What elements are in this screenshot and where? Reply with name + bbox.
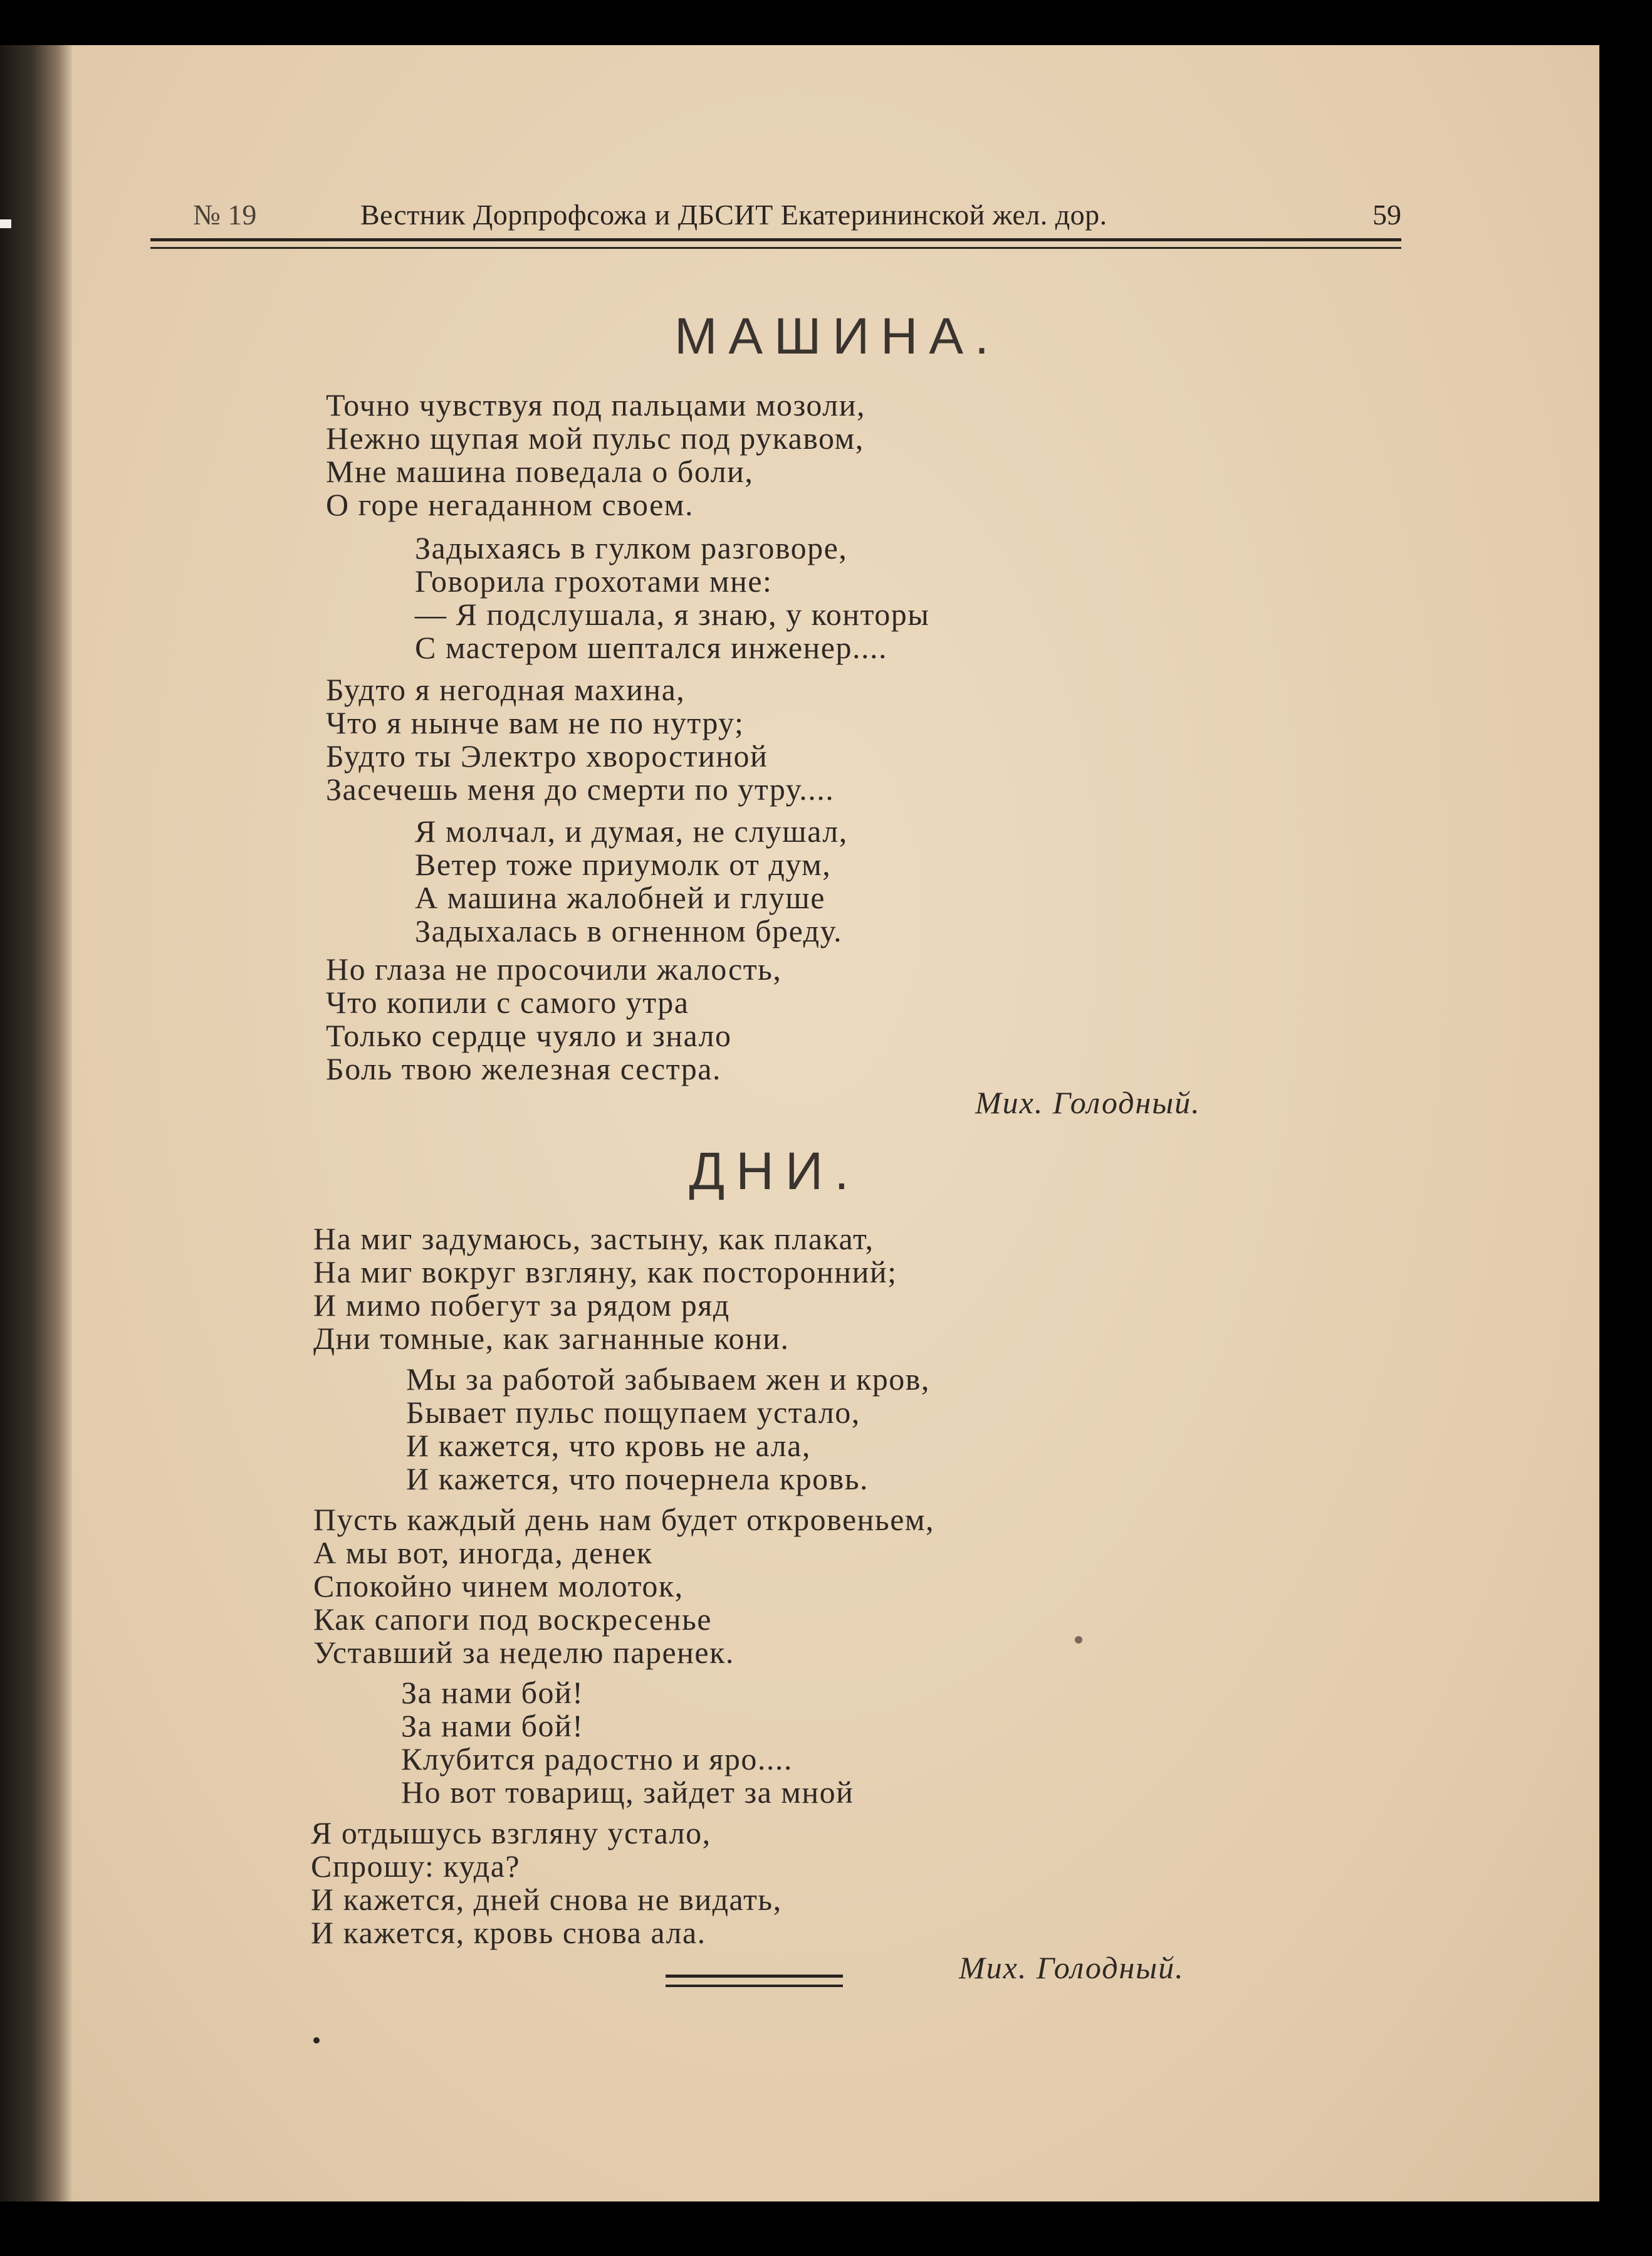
running-header	[150, 186, 1401, 249]
end-rule	[666, 1975, 843, 1978]
verse-line: О горе негаданном своем.	[326, 487, 694, 522]
verse-line: Точно чувствуя под пальцами мозоли,	[326, 387, 865, 422]
verse-line: Я отдышусь взгляну устало,	[311, 1815, 711, 1850]
book-spine	[0, 45, 72, 2201]
verse-line: Будто я негодная махина,	[326, 672, 686, 707]
journal-title: Вестник Дорпрофсожа и ДБСИТ Екатерининской жел. дор.	[360, 199, 1107, 231]
page	[0, 45, 1599, 2201]
stanza	[313, 1503, 934, 1669]
verse-line: И мимо побегут за рядом ряд	[313, 1288, 730, 1323]
verse-line: Но вот товарищ, зайдет за мной	[401, 1775, 854, 1810]
stanza	[326, 953, 782, 1086]
verse-line: И кажется, что почернела кровь.	[406, 1461, 869, 1496]
author-signature: Мих. Голодный.	[975, 1085, 1201, 1120]
spine-mark	[0, 219, 11, 228]
stanza	[311, 1817, 782, 1949]
verse-line: Спокойно чинем молоток,	[313, 1568, 684, 1603]
verse-line: Я молчал, и думая, не слушал,	[415, 814, 848, 849]
verse-line: За нами бой!	[401, 1675, 584, 1710]
verse-line: И кажется, что кровь не ала,	[406, 1428, 811, 1463]
stanza	[406, 1363, 930, 1496]
verse-line: Что копили с самого утра	[326, 985, 689, 1020]
verse-line: Уставший за неделю паренек.	[313, 1635, 735, 1670]
header-rule-thin	[150, 247, 1401, 249]
verse-line: На миг задумаюсь, застыну, как плакат,	[313, 1221, 874, 1256]
verse-line: Только сердце чуяло и знало	[326, 1018, 732, 1053]
ink-speck	[1075, 1636, 1082, 1644]
verse-line: На миг вокруг взгляну, как посторонний;	[313, 1254, 897, 1289]
author-signature: Мих. Голодный.	[959, 1950, 1184, 1985]
verse-line: Задыхалась в огненном бреду.	[415, 913, 843, 948]
page-number: 59	[1372, 199, 1401, 231]
verse-line: Ветер тоже приумолк от дум,	[415, 847, 832, 882]
end-rule-lower	[666, 1985, 843, 1987]
stanza	[401, 1676, 854, 1809]
verse-line: Пусть каждый день нам будет откровеньем,	[313, 1502, 935, 1537]
header-rule	[150, 238, 1401, 241]
issue-number: № 19	[193, 199, 257, 231]
verse-line: Но глаза не просочили жалость,	[326, 952, 782, 987]
verse-line: — Я подслушала, я знаю, у конторы	[415, 597, 930, 632]
verse-line: Нежно щупая мой пульс под рукавом,	[326, 421, 864, 456]
verse-line: Бывает пульс пощупаем устало,	[406, 1395, 860, 1430]
verse-line: За нами бой!	[401, 1708, 584, 1743]
verse-line: А машина жалобней и глуше	[415, 880, 825, 915]
verse-line: Задыхаясь в гулком разговоре,	[415, 530, 848, 565]
verse-line: Засечешь меня до смерти по утру....	[326, 772, 835, 807]
stanza	[415, 815, 848, 948]
verse-line: Будто ты Электро хворостиной	[326, 738, 768, 774]
verse-line: Говорила грохотами мне:	[415, 564, 773, 599]
verse-line: Как сапоги под воскресенье	[313, 1602, 712, 1637]
stanza	[415, 532, 929, 664]
verse-line: Спрошу: куда?	[311, 1849, 521, 1884]
stanza	[326, 673, 834, 806]
ink-speck	[313, 2037, 320, 2044]
verse-line: И кажется, кровь снова ала.	[311, 1915, 706, 1950]
verse-line: С мастером шептался инженер....	[415, 630, 887, 665]
stanza	[313, 1222, 897, 1355]
verse-line: Мы за работой забываем жен и кров,	[406, 1361, 930, 1397]
verse-line: Что я нынче вам не по нутру;	[326, 705, 745, 740]
verse-line: И кажется, дней снова не видать,	[311, 1882, 782, 1917]
verse-line: А мы вот, иногда, денек	[313, 1535, 653, 1570]
poem-title: ДНИ.	[689, 1141, 860, 1200]
poem-title: МАШИНА.	[674, 308, 1000, 365]
verse-line: Боль твою железная сестра.	[326, 1051, 721, 1086]
verse-line: Дни томные, как загнанные кони.	[313, 1321, 790, 1356]
verse-line: Клубится радостно и яро....	[401, 1741, 793, 1776]
verse-line: Мне машина поведала о боли,	[326, 454, 754, 489]
stanza	[326, 389, 865, 522]
